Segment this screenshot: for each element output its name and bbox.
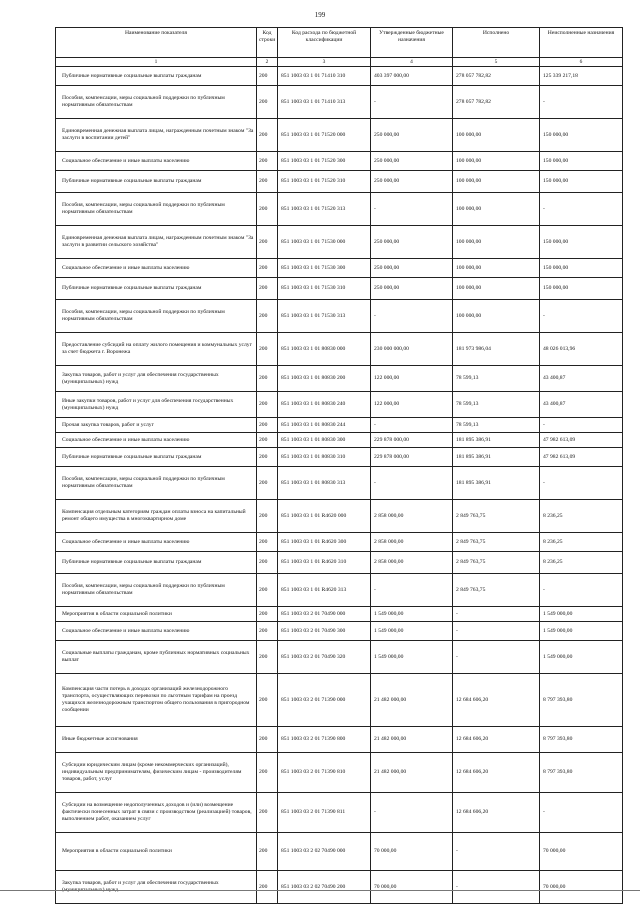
row-approved: 1 549 000,00 (371, 607, 453, 622)
table-row (56, 86, 623, 119)
row-line-code: 200 (257, 278, 278, 300)
row-name: Пособия, компенсации, меры социальной поддержки по публичным нормативным обязательствам (56, 467, 257, 500)
row-name: Социальное обеспечение и иные выплаты населению (56, 433, 257, 448)
column-number: 6 (540, 58, 623, 67)
row-budget-code: 851 1003 03 1 01 71410 313 (278, 86, 371, 119)
row-line-code: 200 (257, 226, 278, 259)
row-line-code: 200 (257, 86, 278, 119)
row-executed: 181 895 386,91 (453, 433, 540, 448)
row-budget-code: 851 1003 03 2 01 71390 811 (278, 793, 371, 833)
row-unexecuted: 48 026 013,96 (540, 333, 623, 366)
row-unexecuted: - (540, 86, 623, 119)
row-unexecuted: 1 549 000,00 (540, 607, 623, 622)
row-name: Социальное обеспечение и иные выплаты населению (56, 259, 257, 278)
table-row (56, 226, 623, 259)
row-line-code: 200 (257, 833, 278, 871)
table-row (56, 467, 623, 500)
table-row (56, 622, 623, 641)
row-unexecuted: 43 400,87 (540, 366, 623, 392)
table-row (56, 533, 623, 552)
row-budget-code: 851 1003 03 2 02 70490 200 (278, 871, 371, 904)
table-row (56, 607, 623, 622)
row-budget-code: 851 1003 03 1 01 R4620 300 (278, 533, 371, 552)
row-approved: 403 397 000,00 (371, 67, 453, 86)
page-bottom-rule (0, 890, 640, 891)
row-name: Компенсация отдельным категориям граждан оплаты взноса на капитальный ремонт общего имущества в многоквартирном доме (56, 500, 257, 533)
row-line-code: 200 (257, 193, 278, 226)
row-budget-code: 851 1003 03 1 01 80830 200 (278, 366, 371, 392)
row-line-code: 200 (257, 753, 278, 793)
row-unexecuted: 8 236,25 (540, 552, 623, 574)
row-name: Социальное обеспечение и иные выплаты населению (56, 152, 257, 171)
row-line-code: 200 (257, 793, 278, 833)
header-line-code: Код строки (257, 28, 278, 58)
row-budget-code: 851 1003 03 1 01 80830 313 (278, 467, 371, 500)
row-executed: 100 000,00 (453, 152, 540, 171)
row-executed: - (453, 622, 540, 641)
row-line-code: 200 (257, 119, 278, 152)
row-line-code: 200 (257, 622, 278, 641)
row-budget-code: 851 1003 03 1 01 80830 000 (278, 333, 371, 366)
row-name: Пособия, компенсации, меры социальной поддержки по публичным нормативным обязательствам (56, 86, 257, 119)
row-line-code: 200 (257, 152, 278, 171)
row-unexecuted: 125 339 217,18 (540, 67, 623, 86)
table-row (56, 278, 623, 300)
row-unexecuted: 43 400,87 (540, 392, 623, 418)
row-name: Социальное обеспечение и иные выплаты населению (56, 622, 257, 641)
row-unexecuted: 150 000,00 (540, 152, 623, 171)
row-executed: 78 599,13 (453, 366, 540, 392)
row-budget-code: 851 1003 03 1 01 71520 300 (278, 152, 371, 171)
row-approved: 230 000 000,00 (371, 333, 453, 366)
row-line-code: 200 (257, 500, 278, 533)
table-row (56, 300, 623, 333)
row-unexecuted: 47 982 613,09 (540, 433, 623, 448)
row-executed: 2 849 763,75 (453, 552, 540, 574)
row-executed: 2 849 763,75 (453, 533, 540, 552)
column-number: 5 (453, 58, 540, 67)
row-approved: 2 858 000,00 (371, 500, 453, 533)
row-approved: 250 000,00 (371, 259, 453, 278)
row-line-code: 200 (257, 552, 278, 574)
row-line-code: 200 (257, 433, 278, 448)
row-unexecuted: 1 549 000,00 (540, 641, 623, 674)
row-approved: 229 878 000,00 (371, 448, 453, 467)
table-row (56, 433, 623, 448)
row-approved: 1 549 000,00 (371, 641, 453, 674)
table-row (56, 552, 623, 574)
table-row (56, 366, 623, 392)
row-line-code: 200 (257, 641, 278, 674)
row-unexecuted: 150 000,00 (540, 259, 623, 278)
row-executed: 12 684 606,20 (453, 727, 540, 753)
row-budget-code: 851 1003 03 1 01 80830 310 (278, 448, 371, 467)
row-line-code: 200 (257, 871, 278, 904)
row-name: Публичные нормативные социальные выплаты гражданам (56, 278, 257, 300)
row-unexecuted: 1 549 000,00 (540, 622, 623, 641)
row-approved: 250 000,00 (371, 278, 453, 300)
header-budget-code: Код расхода по бюджетной классификации (278, 28, 371, 58)
row-approved: 2 858 000,00 (371, 533, 453, 552)
row-budget-code: 851 1003 03 1 01 80830 300 (278, 433, 371, 448)
row-approved: 70 000,00 (371, 871, 453, 904)
table-row (56, 500, 623, 533)
row-executed: 100 000,00 (453, 278, 540, 300)
row-approved: 250 000,00 (371, 226, 453, 259)
row-line-code: 200 (257, 366, 278, 392)
row-budget-code: 851 1003 03 2 01 70490 300 (278, 622, 371, 641)
row-unexecuted: 150 000,00 (540, 226, 623, 259)
table-row (56, 333, 623, 366)
table-row (56, 448, 623, 467)
column-number-row (56, 58, 623, 67)
row-budget-code: 851 1003 03 1 01 71410 310 (278, 67, 371, 86)
row-executed: 78 599,13 (453, 392, 540, 418)
row-name: Мероприятия в области социальной политики (56, 607, 257, 622)
row-line-code: 200 (257, 67, 278, 86)
header-executed: Исполнено (453, 28, 540, 58)
row-executed: 12 684 606,20 (453, 793, 540, 833)
table-row (56, 418, 623, 433)
row-line-code: 200 (257, 727, 278, 753)
table-row (56, 193, 623, 226)
row-approved: 122 000,00 (371, 366, 453, 392)
header-unexecuted: Неисполненные назначения (540, 28, 623, 58)
row-approved: 250 000,00 (371, 152, 453, 171)
row-executed: 278 057 782,82 (453, 86, 540, 119)
row-unexecuted: 8 797 393,80 (540, 753, 623, 793)
row-approved: 122 000,00 (371, 392, 453, 418)
row-approved: - (371, 418, 453, 433)
column-number: 1 (56, 58, 257, 67)
row-budget-code: 851 1003 03 2 01 70490 320 (278, 641, 371, 674)
row-line-code: 200 (257, 171, 278, 193)
row-executed: 181 895 386,91 (453, 448, 540, 467)
row-approved: - (371, 193, 453, 226)
row-name: Иные бюджетные ассигнования (56, 727, 257, 753)
table-row (56, 727, 623, 753)
row-approved: 70 000,00 (371, 833, 453, 871)
row-budget-code: 851 1003 03 2 01 71390 810 (278, 753, 371, 793)
row-budget-code: 851 1003 03 1 01 71520 313 (278, 193, 371, 226)
row-line-code: 200 (257, 300, 278, 333)
row-name: Публичные нормативные социальные выплаты гражданам (56, 448, 257, 467)
row-line-code: 200 (257, 533, 278, 552)
row-unexecuted: 150 000,00 (540, 171, 623, 193)
row-unexecuted: - (540, 574, 623, 607)
row-budget-code: 851 1003 03 1 01 71530 300 (278, 259, 371, 278)
row-line-code: 200 (257, 333, 278, 366)
row-name: Субсидии на возмещение недополученных доходов и (или) возмещение фактически понесенных затрат в связи с производством (реализацией) товаров, выполнением работ, оказанием услуг (56, 793, 257, 833)
row-line-code: 200 (257, 259, 278, 278)
row-name: Публичные нормативные социальные выплаты гражданам (56, 552, 257, 574)
row-line-code: 200 (257, 674, 278, 727)
row-executed: 100 000,00 (453, 171, 540, 193)
row-name: Иные закупки товаров, работ и услуг для обеспечения государственных (муниципальных) нужд (56, 392, 257, 418)
row-unexecuted: 8 236,25 (540, 500, 623, 533)
row-line-code: 200 (257, 574, 278, 607)
row-approved: 229 878 000,00 (371, 433, 453, 448)
row-name: Пособия, компенсации, меры социальной поддержки по публичным нормативным обязательствам (56, 574, 257, 607)
row-unexecuted: - (540, 793, 623, 833)
table-row (56, 833, 623, 871)
row-budget-code: 851 1003 03 1 01 71530 000 (278, 226, 371, 259)
row-executed: 181 973 986,04 (453, 333, 540, 366)
row-executed: - (453, 607, 540, 622)
header-approved: Утвержденные бюджетные назначения (371, 28, 453, 58)
row-name: Мероприятия в области социальной политики (56, 833, 257, 871)
row-approved: 21 482 000,00 (371, 753, 453, 793)
row-executed: 278 057 782,82 (453, 67, 540, 86)
row-name: Публичные нормативные социальные выплаты гражданам (56, 67, 257, 86)
row-line-code: 200 (257, 392, 278, 418)
row-executed: 78 599,13 (453, 418, 540, 433)
table-row (56, 259, 623, 278)
row-unexecuted: 70 000,00 (540, 871, 623, 904)
row-approved: - (371, 467, 453, 500)
row-name: Компенсация части потерь в доходах организаций железнодорожного транспорта, осуществляющих перевозки по льготным тарифам на проезд учащихся железнодорожным транспортом общего пользования в пригородном сообщении (56, 674, 257, 727)
row-unexecuted: - (540, 300, 623, 333)
row-unexecuted: - (540, 467, 623, 500)
row-executed: 2 849 763,75 (453, 500, 540, 533)
table-row (56, 119, 623, 152)
row-approved: 21 482 000,00 (371, 674, 453, 727)
table-row (56, 171, 623, 193)
row-approved: 2 858 000,00 (371, 552, 453, 574)
row-name: Пособия, компенсации, меры социальной поддержки по публичным нормативным обязательствам (56, 300, 257, 333)
row-unexecuted: - (540, 193, 623, 226)
row-budget-code: 851 1003 03 1 01 R4620 310 (278, 552, 371, 574)
row-budget-code: 851 1003 03 2 02 70490 000 (278, 833, 371, 871)
table-row (56, 574, 623, 607)
row-budget-code: 851 1003 03 1 01 71520 310 (278, 171, 371, 193)
row-executed: 12 684 606,20 (453, 674, 540, 727)
row-executed: 181 895 386,91 (453, 467, 540, 500)
row-executed: 100 000,00 (453, 259, 540, 278)
row-executed: 100 000,00 (453, 193, 540, 226)
row-approved: - (371, 300, 453, 333)
column-number: 3 (278, 58, 371, 67)
row-budget-code: 851 1003 03 1 01 R4620 000 (278, 500, 371, 533)
row-unexecuted: 150 000,00 (540, 119, 623, 152)
row-line-code: 200 (257, 418, 278, 433)
budget-table (55, 27, 623, 904)
row-unexecuted: 8 797 393,80 (540, 674, 623, 727)
table-row (56, 152, 623, 171)
row-name: Предоставление субсидий на оплату жилого помещения и коммунальных услуг за счет бюджета г. Воронежа (56, 333, 257, 366)
row-line-code: 200 (257, 448, 278, 467)
row-unexecuted: 70 000,00 (540, 833, 623, 871)
table-row (56, 67, 623, 86)
row-unexecuted: - (540, 418, 623, 433)
row-budget-code: 851 1003 03 2 01 71390 000 (278, 674, 371, 727)
table-row (56, 674, 623, 727)
row-line-code: 200 (257, 607, 278, 622)
row-name: Пособия, компенсации, меры социальной поддержки по публичным нормативным обязательствам (56, 193, 257, 226)
row-executed: 12 684 606,20 (453, 753, 540, 793)
row-budget-code: 851 1003 03 2 01 70490 000 (278, 607, 371, 622)
row-name: Субсидии юридическим лицам (кроме некоммерческих организаций), индивидуальным предпринимателям, физическим лицам - производителям товаров, работ, услуг (56, 753, 257, 793)
row-line-code: 200 (257, 467, 278, 500)
column-number: 4 (371, 58, 453, 67)
header-row (56, 28, 623, 58)
row-budget-code: 851 1003 03 1 01 R4620 313 (278, 574, 371, 607)
table-row (56, 392, 623, 418)
row-name: Единовременная денежная выплата лицам, награжденным почетным знаком "За заслуги в развитии сельского хозяйства" (56, 226, 257, 259)
row-approved: 250 000,00 (371, 171, 453, 193)
row-executed: - (453, 833, 540, 871)
row-approved: 21 482 000,00 (371, 727, 453, 753)
row-unexecuted: 8 236,25 (540, 533, 623, 552)
row-name: Социальное обеспечение и иные выплаты населению (56, 533, 257, 552)
row-executed: 2 849 763,75 (453, 574, 540, 607)
row-name: Прочая закупка товаров, работ и услуг (56, 418, 257, 433)
row-approved: 250 000,00 (371, 119, 453, 152)
row-name: Закупка товаров, работ и услуг для обеспечения государственных (муниципальных) нужд (56, 366, 257, 392)
table-row (56, 871, 623, 904)
row-name: Единовременная денежная выплата лицам, награжденным почетным знаком "За заслуги в воспитании детей" (56, 119, 257, 152)
row-executed: - (453, 641, 540, 674)
row-executed: 100 000,00 (453, 300, 540, 333)
row-budget-code: 851 1003 03 1 01 71530 313 (278, 300, 371, 333)
row-approved: - (371, 574, 453, 607)
row-unexecuted: 8 797 393,80 (540, 727, 623, 753)
row-budget-code: 851 1003 03 1 01 80830 240 (278, 392, 371, 418)
row-executed: 100 000,00 (453, 226, 540, 259)
row-approved: - (371, 86, 453, 119)
row-executed: 100 000,00 (453, 119, 540, 152)
row-budget-code: 851 1003 03 1 01 71520 000 (278, 119, 371, 152)
row-name: Закупка товаров, работ и услуг для обеспечения государственных (муниципальных) нужд (56, 871, 257, 904)
row-name: Публичные нормативные социальные выплаты гражданам (56, 171, 257, 193)
row-approved: - (371, 793, 453, 833)
row-budget-code: 851 1003 03 1 01 71530 310 (278, 278, 371, 300)
column-number: 2 (257, 58, 278, 67)
row-executed: - (453, 871, 540, 904)
row-budget-code: 851 1003 03 2 01 71390 800 (278, 727, 371, 753)
row-approved: 1 549 000,00 (371, 622, 453, 641)
header-name: Наименование показателя (56, 28, 257, 58)
table-row (56, 753, 623, 793)
table-row (56, 793, 623, 833)
row-budget-code: 851 1003 03 1 01 80830 244 (278, 418, 371, 433)
page-number: 199 (314, 11, 326, 19)
row-name: Социальные выплаты гражданам, кроме публичных нормативных социальных выплат (56, 641, 257, 674)
table-row (56, 641, 623, 674)
row-unexecuted: 150 000,00 (540, 278, 623, 300)
row-unexecuted: 47 982 613,09 (540, 448, 623, 467)
